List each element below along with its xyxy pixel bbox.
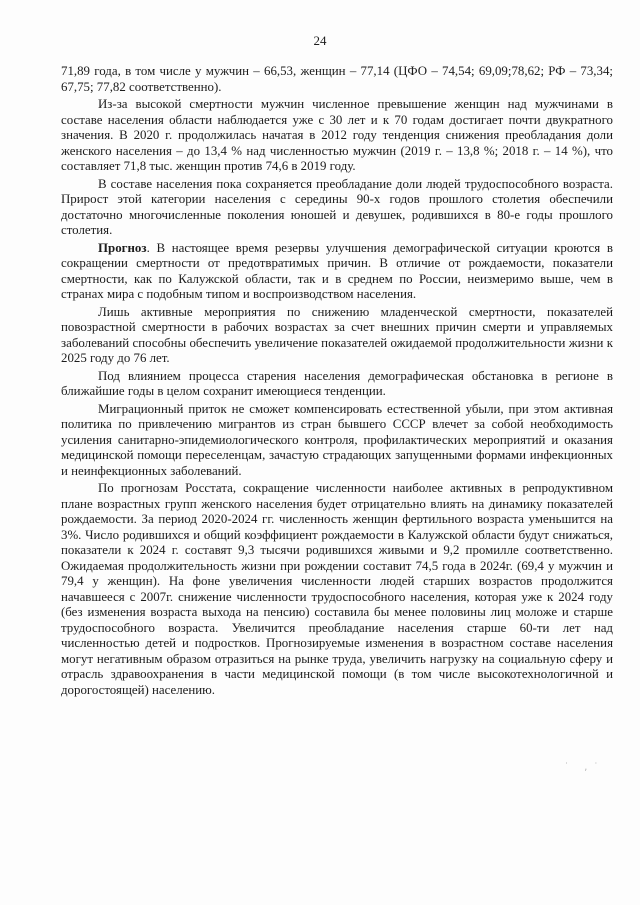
- page-number: 24: [313, 33, 327, 48]
- paragraph-forecast: [61, 241, 613, 303]
- document-body: [61, 64, 613, 698]
- paragraph-7: Миграционный приток не сможет компенсировать естественной убыли, при этом активная политика по привлечению мигрантов из стран бывшего СССР влечет за собой необходимость усиления санитарно-эпидемиологического контроля, профилактических мероприятий и оказания медицинской помощи переселенцам, зачастую страдающих запущенными формами инфекционных и неинфекционных заболеваний.: [61, 401, 613, 478]
- paragraph-3: В составе населения пока сохраняется преобладание доли людей трудоспособного возраста. Прирост этой категории населения с середины 90-х годов прошлого столетия обеспечили достаточно многочисленные поколения юношей и девушек, родившихся в 80-е годы прошлого столетия.: [61, 176, 613, 237]
- paragraph-6: Под влиянием процесса старения населения демографическая обстановка в регионе в ближайшие годы в целом сохранит имеющиеся тенденции.: [61, 368, 613, 398]
- paragraph-2: Из-за высокой смертности мужчин численное превышение женщин над мужчинами в составе населения области наблюдается уже с 30 лет и к 70 годам достигает почти двукратного значения. В 2020 г. продолжилась начатая в 2012 году тенденция снижения преобладания доли женского населения – до 13,4 % над численностью мужчин (2019 г. – 13,8 %; 2018 г. – 14 %), что составляет 71,8 тыс. женщин против 74,6 в 2019 году.: [61, 97, 613, 173]
- paragraph-8: По прогнозам Росстата, сокращение численности наиболее активных в репродуктивном плане возрастных групп женского населения будет отрицательно влиять на динамику показателей рождаемости. За период 2020-2024 гг. численность женщин фертильного возраста уменьшится на 3%. Число родившихся и общий коэффициент рождаемости в Калужской области будут снижаться, показатели к 2024 г. составят 9,3 тысячи родившихся живыми и 9,2 промилле соответственно. Ожидаемая продолжительность жизни при рождении составит 74,5 года в 2024г. (69,4 у мужчин и 79,4 у женщин). На фоне увеличения численности людей старших возрастов продолжится начавшееся с 2007г. снижение численности трудоспособного населения, которая уже к 2024 году (без изменения возраста выхода на пенсию) составила бы менее половины лиц моложе и старше трудоспособного возраста. Увеличится преобладание населения старше 60-ти лет над численностью детей и подростков. Прогнозируемые изменения в возрастном составе населения могут негативным образом отразиться на рынке труда, увеличить нагрузку на социальную сферу и отрасль здравоохранения в части медицинской помощи (в том числе высокотехнологичной и дорогостоящей) населению.: [61, 481, 613, 697]
- scan-artifact: ˙ ‚˙: [564, 762, 605, 773]
- forecast-lead: Прогноз: [98, 240, 147, 255]
- forecast-text: . В настоящее время резервы улучшения демографической ситуации кроются в сокращении смертности от предотвратимых причин. В отличие от рождаемости, показатели смертности, как по Калужской области, так и в среднем по России, неизмеримо выше, чем в странах мира с подобным типом и воспроизводством населения.: [61, 240, 613, 301]
- paragraph-5: Лишь активные мероприятия по снижению младенческой смертности, показателей повозрастной смертности в рабочих возрастах за счет внешних причин смерти и управляемых заболеваний способны обеспечить увеличение показателей ожидаемой продолжительности жизни к 2025 году до 76 лет.: [61, 304, 613, 365]
- paragraph-1: 71,89 года, в том числе у мужчин – 66,53, женщин – 77,14 (ЦФО – 74,54; 69,09;78,62; РФ – 73,34; 67,75; 77,82 соответственно).: [61, 64, 613, 94]
